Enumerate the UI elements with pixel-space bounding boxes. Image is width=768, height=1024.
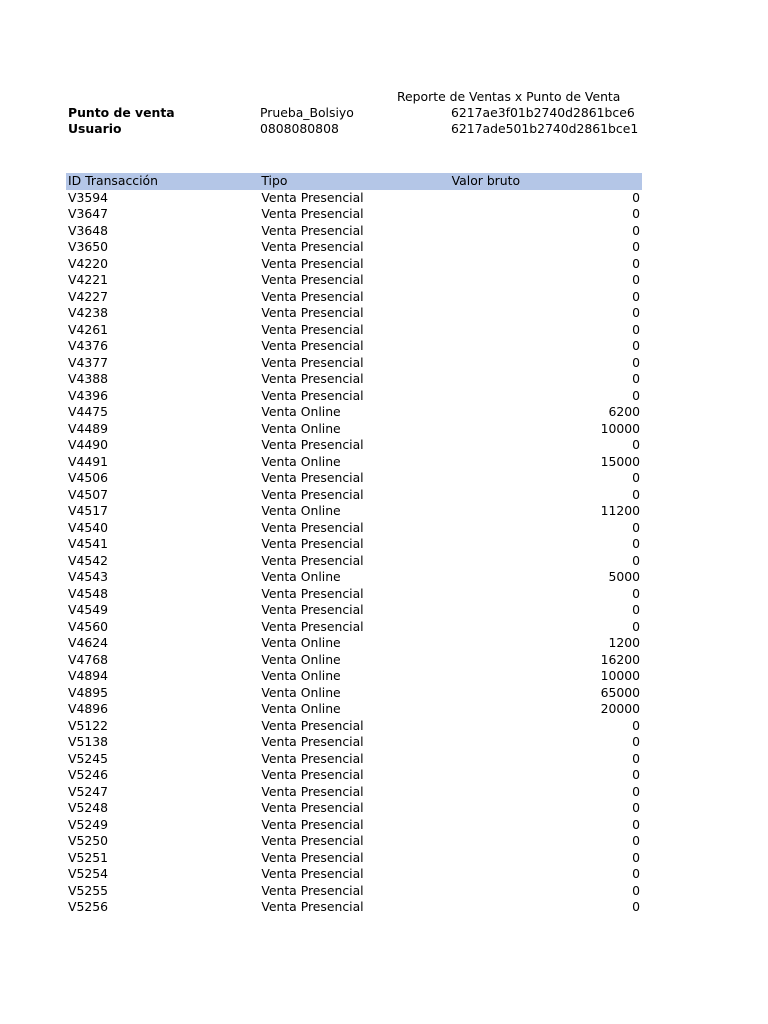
cell-valor-bruto: 5000 <box>608 569 640 584</box>
cell-valor-bruto: 65000 <box>600 684 640 700</box>
table-row <box>66 223 642 240</box>
cell-tipo: Venta Presencial <box>261 255 364 271</box>
cell-valor-bruto: 0 <box>632 899 640 914</box>
cell-id-transaccion: V4376 <box>68 338 109 353</box>
cell-valor-bruto: 0 <box>632 585 640 601</box>
cell-id-transaccion: V3647 <box>68 206 109 221</box>
cell-valor-bruto: 10000 <box>600 420 640 436</box>
table-row <box>66 685 642 702</box>
cell-valor-bruto: 1200 <box>608 635 640 650</box>
cell-tipo: Venta Presencial <box>261 222 364 238</box>
cell-id-transaccion: V5250 <box>68 833 109 848</box>
cell-valor-bruto: 0 <box>632 882 640 898</box>
cell-tipo: Venta Presencial <box>261 618 364 634</box>
table-row <box>66 652 642 669</box>
table-row <box>66 883 642 900</box>
table-row <box>66 866 642 883</box>
cell-tipo: Venta Online <box>261 503 341 518</box>
cell-id-transaccion: V4540 <box>68 519 109 535</box>
cell-id-transaccion: V4894 <box>68 668 109 683</box>
cell-tipo: Venta Presencial <box>261 816 364 832</box>
table-row <box>66 503 642 520</box>
table-row <box>66 520 642 537</box>
cell-tipo: Venta Presencial <box>261 305 364 320</box>
table-row <box>66 800 642 817</box>
cell-valor-bruto: 11200 <box>600 503 640 518</box>
table-row <box>66 569 642 586</box>
table-row <box>66 322 642 339</box>
table-row <box>66 784 642 801</box>
cell-valor-bruto: 0 <box>632 272 640 287</box>
cell-tipo: Venta Online <box>261 651 341 667</box>
cell-valor-bruto: 10000 <box>600 668 640 683</box>
cell-tipo: Venta Presencial <box>261 849 364 865</box>
cell-valor-bruto: 0 <box>632 849 640 865</box>
cell-tipo: Venta Presencial <box>261 882 364 898</box>
cell-id-transaccion: V4221 <box>68 272 109 287</box>
cell-valor-bruto: 0 <box>632 486 640 502</box>
cell-valor-bruto: 20000 <box>600 701 640 716</box>
table-row <box>66 289 642 306</box>
table-row <box>66 454 642 471</box>
cell-id-transaccion: V4261 <box>68 321 109 337</box>
usuario-id: 6217ade501b2740d2861bce1 <box>451 121 639 136</box>
cell-id-transaccion: V4507 <box>68 486 109 502</box>
cell-id-transaccion: V4560 <box>68 618 109 634</box>
cell-valor-bruto: 0 <box>632 354 640 370</box>
table-row <box>66 817 642 834</box>
cell-valor-bruto: 0 <box>632 321 640 337</box>
table-row <box>66 602 642 619</box>
table-row <box>66 668 642 685</box>
cell-id-transaccion: V4549 <box>68 602 109 617</box>
cell-valor-bruto: 0 <box>632 519 640 535</box>
cell-id-transaccion: V4542 <box>68 552 109 568</box>
cell-tipo: Venta Presencial <box>261 239 364 254</box>
table-row <box>66 371 642 388</box>
table-row <box>66 437 642 454</box>
table-row <box>66 718 642 735</box>
table-row <box>66 256 642 273</box>
table-row <box>66 586 642 603</box>
cell-id-transaccion: V4489 <box>68 420 109 436</box>
cell-valor-bruto: 0 <box>632 866 640 881</box>
table-row <box>66 404 642 421</box>
cell-id-transaccion: V3650 <box>68 239 109 254</box>
cell-valor-bruto: 0 <box>632 288 640 304</box>
cell-valor-bruto: 0 <box>632 717 640 733</box>
cell-id-transaccion: V4768 <box>68 651 109 667</box>
cell-tipo: Venta Online <box>261 684 341 700</box>
table-body <box>66 190 642 916</box>
cell-tipo: Venta Presencial <box>261 486 364 502</box>
cell-tipo: Venta Presencial <box>261 783 364 799</box>
header-id-transaccion: ID Transacción <box>68 173 158 188</box>
cell-id-transaccion: V4475 <box>68 404 109 419</box>
table-row <box>66 553 642 570</box>
table-row <box>66 850 642 867</box>
cell-tipo: Venta Online <box>261 701 341 716</box>
cell-valor-bruto: 0 <box>632 305 640 320</box>
cell-id-transaccion: V3594 <box>68 189 109 205</box>
header-valor-bruto: Valor bruto <box>451 173 521 188</box>
cell-id-transaccion: V4491 <box>68 453 109 469</box>
cell-id-transaccion: V4541 <box>68 536 109 551</box>
cell-tipo: Venta Presencial <box>261 321 364 337</box>
cell-tipo: Venta Presencial <box>261 189 364 205</box>
table-row <box>66 833 642 850</box>
cell-valor-bruto: 0 <box>632 734 640 749</box>
cell-tipo: Venta Presencial <box>261 272 364 287</box>
cell-id-transaccion: V4490 <box>68 437 109 452</box>
punto-de-venta-id: 6217ae3f01b2740d2861bce6 <box>451 105 635 120</box>
punto-de-venta-label: Punto de venta <box>68 105 175 120</box>
cell-tipo: Venta Presencial <box>261 602 364 617</box>
table-row <box>66 470 642 487</box>
cell-tipo: Venta Online <box>261 635 341 650</box>
cell-valor-bruto: 0 <box>632 552 640 568</box>
cell-id-transaccion: V4220 <box>68 255 109 271</box>
cell-id-transaccion: V4543 <box>68 569 109 584</box>
cell-id-transaccion: V4227 <box>68 288 109 304</box>
cell-id-transaccion: V5251 <box>68 849 109 865</box>
cell-id-transaccion: V4895 <box>68 684 109 700</box>
cell-tipo: Venta Presencial <box>261 288 364 304</box>
table-row <box>66 190 642 207</box>
cell-tipo: Venta Online <box>261 569 341 584</box>
cell-id-transaccion: V4506 <box>68 470 109 485</box>
cell-id-transaccion: V5245 <box>68 750 109 766</box>
cell-tipo: Venta Presencial <box>261 866 364 881</box>
cell-valor-bruto: 0 <box>632 470 640 485</box>
table-row <box>66 619 642 636</box>
cell-tipo: Venta Online <box>261 453 341 469</box>
cell-id-transaccion: V5247 <box>68 783 109 799</box>
cell-tipo: Venta Presencial <box>261 750 364 766</box>
cell-valor-bruto: 0 <box>632 338 640 353</box>
table-row <box>66 388 642 405</box>
cell-tipo: Venta Presencial <box>261 734 364 749</box>
cell-id-transaccion: V4548 <box>68 585 109 601</box>
cell-valor-bruto: 0 <box>632 255 640 271</box>
table-row <box>66 536 642 553</box>
cell-valor-bruto: 0 <box>632 618 640 634</box>
cell-valor-bruto: 16200 <box>600 651 640 667</box>
cell-id-transaccion: V4517 <box>68 503 109 518</box>
cell-id-transaccion: V3648 <box>68 222 109 238</box>
punto-de-venta-value: Prueba_Bolsiyo <box>260 105 354 120</box>
cell-valor-bruto: 0 <box>632 189 640 205</box>
cell-id-transaccion: V5256 <box>68 899 109 914</box>
table-row <box>66 487 642 504</box>
table-header-row <box>66 173 642 190</box>
cell-valor-bruto: 0 <box>632 767 640 782</box>
cell-tipo: Venta Presencial <box>261 585 364 601</box>
cell-valor-bruto: 15000 <box>600 453 640 469</box>
cell-tipo: Venta Presencial <box>261 437 364 452</box>
table-row <box>66 751 642 768</box>
cell-id-transaccion: V5248 <box>68 800 109 815</box>
cell-valor-bruto: 6200 <box>608 404 640 419</box>
cell-id-transaccion: V5254 <box>68 866 109 881</box>
cell-tipo: Venta Presencial <box>261 206 364 221</box>
cell-valor-bruto: 0 <box>632 387 640 403</box>
cell-tipo: Venta Presencial <box>261 470 364 485</box>
cell-tipo: Venta Presencial <box>261 833 364 848</box>
cell-id-transaccion: V5138 <box>68 734 109 749</box>
cell-valor-bruto: 0 <box>632 750 640 766</box>
cell-id-transaccion: V4377 <box>68 354 109 370</box>
table-row <box>66 734 642 751</box>
cell-tipo: Venta Presencial <box>261 354 364 370</box>
cell-tipo: Venta Presencial <box>261 371 364 386</box>
header-tipo: Tipo <box>261 173 288 188</box>
cell-tipo: Venta Online <box>261 668 341 683</box>
cell-valor-bruto: 0 <box>632 833 640 848</box>
cell-valor-bruto: 0 <box>632 816 640 832</box>
table-row <box>66 635 642 652</box>
table-row <box>66 272 642 289</box>
transactions-table <box>66 173 642 916</box>
table-row <box>66 338 642 355</box>
cell-valor-bruto: 0 <box>632 239 640 254</box>
table-row <box>66 239 642 256</box>
cell-tipo: Venta Presencial <box>261 338 364 353</box>
cell-tipo: Venta Presencial <box>261 387 364 403</box>
table-row <box>66 305 642 322</box>
cell-tipo: Venta Presencial <box>261 800 364 815</box>
cell-tipo: Venta Presencial <box>261 899 364 914</box>
usuario-value: 0808080808 <box>260 121 339 136</box>
cell-id-transaccion: V4624 <box>68 635 109 650</box>
cell-valor-bruto: 0 <box>632 800 640 815</box>
cell-valor-bruto: 0 <box>632 437 640 452</box>
cell-valor-bruto: 0 <box>632 371 640 386</box>
cell-tipo: Venta Online <box>261 420 341 436</box>
cell-valor-bruto: 0 <box>632 206 640 221</box>
report-title: Reporte de Ventas x Punto de Venta <box>397 89 621 104</box>
cell-valor-bruto: 0 <box>632 222 640 238</box>
cell-tipo: Venta Online <box>261 404 341 419</box>
cell-id-transaccion: V4896 <box>68 701 109 716</box>
table-row <box>66 899 642 916</box>
cell-id-transaccion: V4396 <box>68 387 109 403</box>
cell-tipo: Venta Presencial <box>261 519 364 535</box>
cell-tipo: Venta Presencial <box>261 767 364 782</box>
usuario-label: Usuario <box>68 121 122 136</box>
cell-id-transaccion: V5249 <box>68 816 109 832</box>
cell-valor-bruto: 0 <box>632 536 640 551</box>
cell-valor-bruto: 0 <box>632 783 640 799</box>
cell-id-transaccion: V4388 <box>68 371 109 386</box>
cell-id-transaccion: V5255 <box>68 882 109 898</box>
cell-id-transaccion: V5246 <box>68 767 109 782</box>
table-row <box>66 767 642 784</box>
table-row <box>66 701 642 718</box>
cell-id-transaccion: V4238 <box>68 305 109 320</box>
cell-tipo: Venta Presencial <box>261 552 364 568</box>
table-row <box>66 421 642 438</box>
cell-tipo: Venta Presencial <box>261 536 364 551</box>
table-row <box>66 206 642 223</box>
cell-tipo: Venta Presencial <box>261 717 364 733</box>
cell-valor-bruto: 0 <box>632 602 640 617</box>
table-row <box>66 355 642 372</box>
cell-id-transaccion: V5122 <box>68 717 109 733</box>
